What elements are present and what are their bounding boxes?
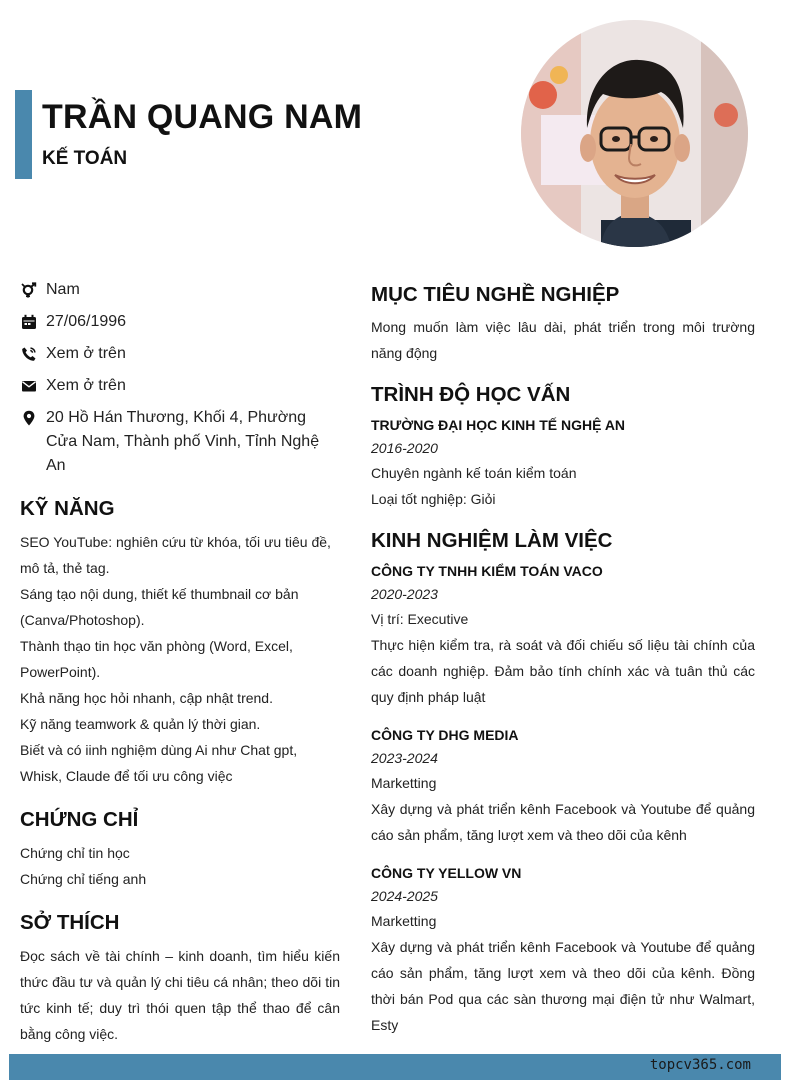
skills-list <box>20 529 340 789</box>
skill-item: SEO YouTube: nghiên cứu từ khóa, tối ưu tiêu đề, mô tả, thẻ tag. <box>20 534 331 576</box>
contact-birthday <box>20 310 340 334</box>
phone-icon <box>20 342 38 366</box>
certificate-item: Chứng chỉ tin học <box>20 845 130 861</box>
company-name: CÔNG TY YELLOW VN <box>371 865 522 881</box>
contact-address <box>20 406 340 478</box>
certificates-heading: CHỨNG CHỈ <box>20 808 139 831</box>
skill-item: Sáng tạo nội dung, thiết kế thumbnail cơ bản (Canva/Photoshop). <box>20 586 299 628</box>
experience-heading: KINH NGHIỆM LÀM VIỆC <box>371 529 613 552</box>
experience-description: Thực hiện kiểm tra, rà soát và đối chiếu số liệu tài chính của các doanh nghiệp. Đảm bảo tính chính xác và tuân thủ các quy định pháp luật <box>371 637 755 705</box>
skill-item: Khả năng học hỏi nhanh, cập nhật trend. <box>20 690 273 706</box>
education-heading: TRÌNH ĐỘ HỌC VẤN <box>371 383 571 406</box>
experience-period: 2020-2023 <box>371 586 438 602</box>
footer-bar <box>9 1054 781 1080</box>
objective-heading: MỤC TIÊU NGHỀ NGHIỆP <box>371 283 620 306</box>
profile-photo <box>521 20 748 247</box>
company-name: CÔNG TY DHG MEDIA <box>371 727 519 743</box>
candidate-name: TRẦN QUANG NAM <box>42 98 363 136</box>
education-major: Chuyên ngành kế toán kiểm toán <box>371 465 577 481</box>
hobbies-heading: SỞ THÍCH <box>20 911 120 934</box>
experience-period: 2024-2025 <box>371 888 438 904</box>
job-title: KẾ TOÁN <box>42 148 128 169</box>
experience-entry <box>371 724 755 848</box>
experience-entry <box>371 862 755 1038</box>
contact-gender <box>20 278 340 302</box>
contact-address-text: 20 Hồ Hán Thương, Khối 4, Phường Cửa Nam, Thành phố Vinh, Tỉnh Nghệ An <box>46 409 320 474</box>
calendar-icon <box>20 310 38 334</box>
header-accent-bar <box>15 90 32 179</box>
experience-description: Xây dựng và phát triển kênh Facebook và Youtube để quảng cáo sản phẩm, tăng lượt xem và theo dõi của kênh <box>371 801 755 843</box>
experience-role: Marketting <box>371 775 437 791</box>
contact-phone <box>20 342 340 366</box>
contact-phone-text: Xem ở trên <box>46 345 126 362</box>
footer-watermark-text: topcv365.com <box>649 1057 751 1073</box>
education-entry <box>371 414 755 512</box>
envelope-icon <box>20 374 38 398</box>
school-name: TRƯỜNG ĐẠI HỌC KINH TẾ NGHỆ AN <box>371 417 626 433</box>
experience-role: Marketting <box>371 913 437 929</box>
left-column <box>20 278 340 1047</box>
contact-gender-text: Nam <box>46 281 80 298</box>
skill-item: Thành thạo tin học văn phòng (Word, Excel, PowerPoint). <box>20 638 293 680</box>
education-grade: Loại tốt nghiệp: Giỏi <box>371 491 496 507</box>
experience-period: 2023-2024 <box>371 750 438 766</box>
experience-role: Vị trí: Executive <box>371 611 469 627</box>
contact-birthday-text: 27/06/1996 <box>46 313 127 330</box>
experience-description: Xây dựng và phát triển kênh Facebook và Youtube để quảng cáo sản phẩm, tăng lượt xem và theo dõi của kênh. Đồng thời bán Pod qua các sàn thương mại điện tử như Walmart, Esty <box>371 939 755 1033</box>
company-name: CÔNG TY TNHH KIỂM TOÁN VACO <box>371 563 603 579</box>
skill-item: Biết và có iinh nghiệm dùng Ai như Chat gpt, Whisk, Claude để tối ưu công việc <box>20 742 298 784</box>
objective-text: Mong muốn làm việc lâu dài, phát triển trong môi trường năng động <box>371 319 755 361</box>
contact-email <box>20 374 340 398</box>
hobbies-text: Đọc sách về tài chính – kinh doanh, tìm hiểu kiến thức đầu tư và quản lý chi tiêu cá nhân; theo dõi tin tức kinh tế; duy trì thói quen tập thể thao để cân bằng công việc. <box>20 948 340 1042</box>
certificate-item: Chứng chỉ tiếng anh <box>20 871 147 887</box>
education-period: 2016-2020 <box>371 440 438 456</box>
contact-email-text: Xem ở trên <box>46 377 126 394</box>
right-column <box>371 282 755 1038</box>
gender-icon <box>20 278 38 302</box>
location-pin-icon <box>20 406 38 430</box>
skills-heading: KỸ NĂNG <box>20 497 115 520</box>
certificates-list <box>20 840 340 892</box>
experience-entry <box>371 560 755 710</box>
skill-item: Kỹ năng teamwork & quản lý thời gian. <box>20 716 261 732</box>
